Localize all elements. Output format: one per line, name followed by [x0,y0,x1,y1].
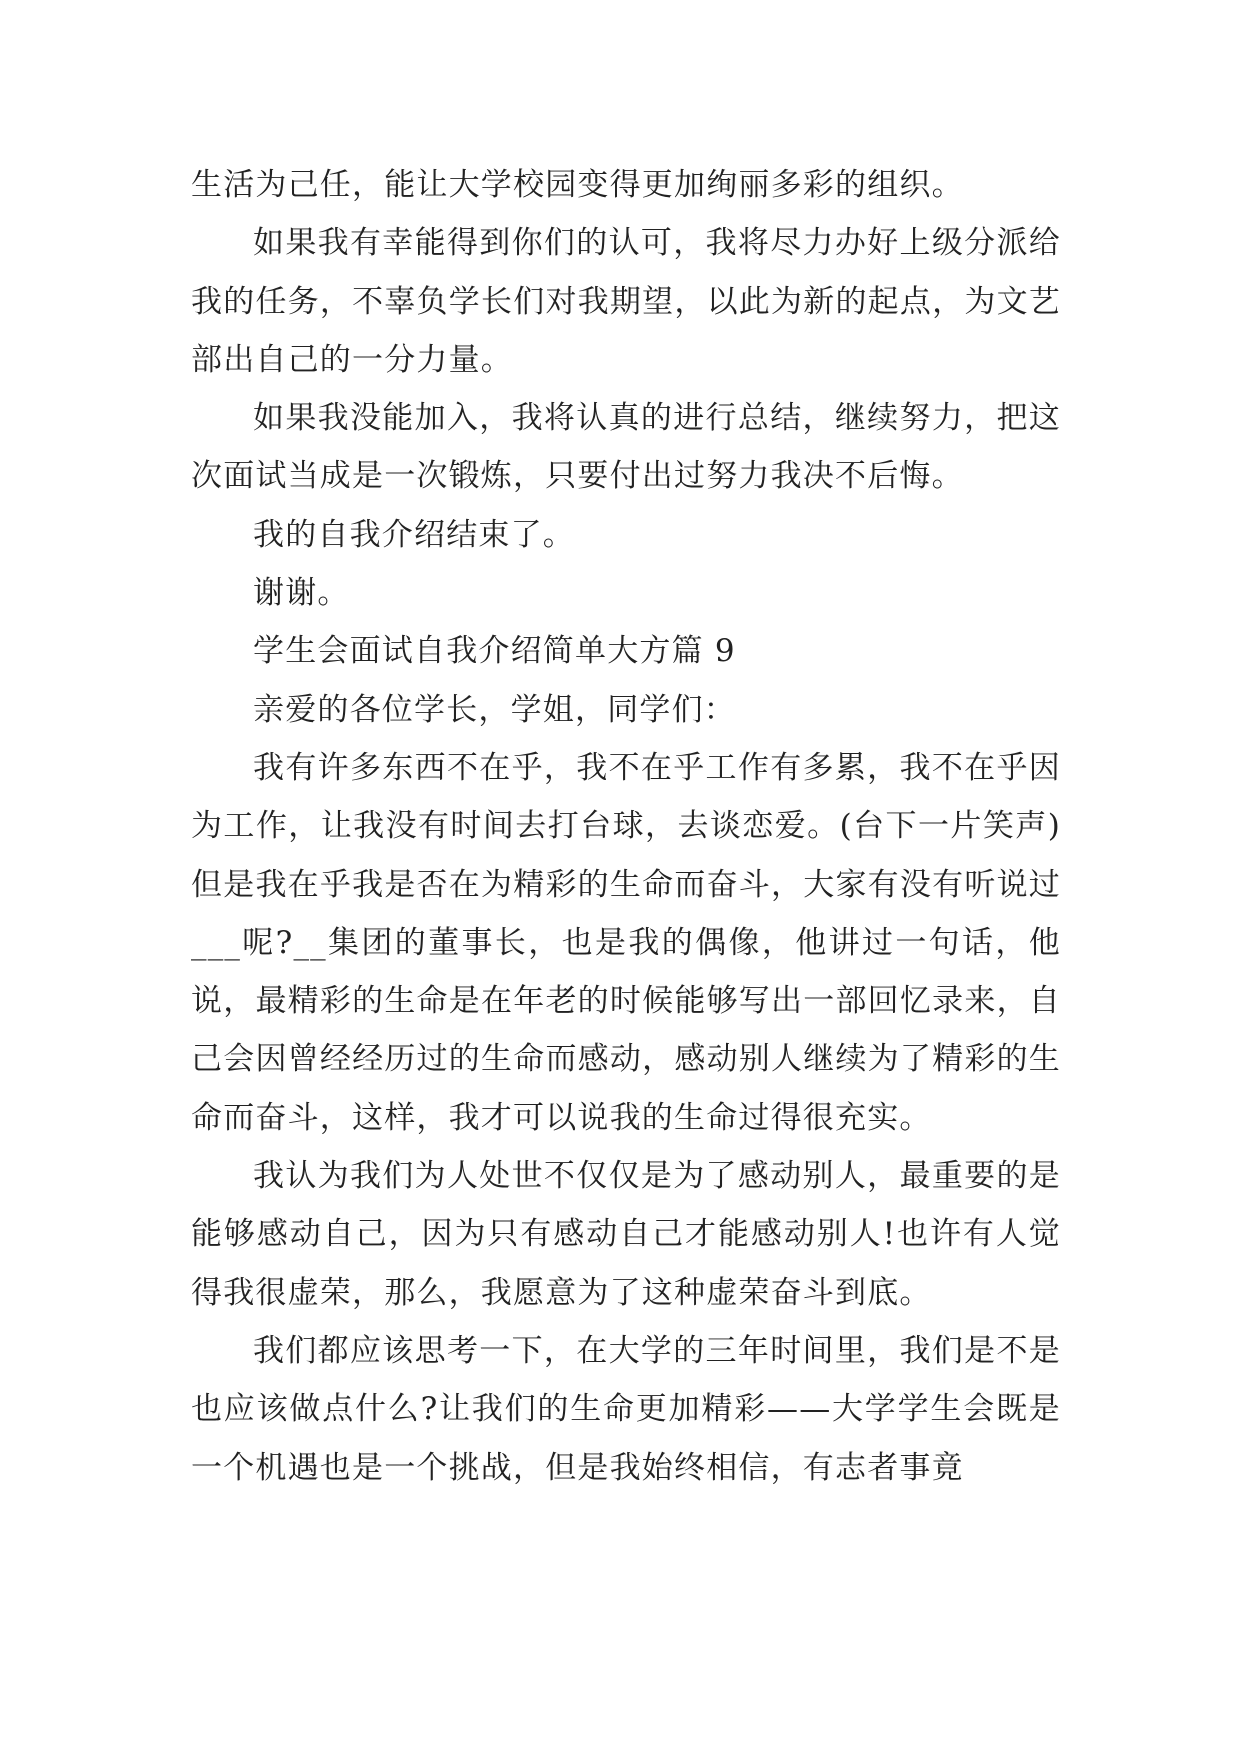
paragraph-not-joined: 如果我没能加入，我将认真的进行总结，继续努力，把这次面试当成是一次锻炼，只要付出过努力我决不后悔。 [191,400,1061,495]
paragraph-continuation: 生活为己任，能让大学校园变得更加绚丽多彩的组织。 [191,167,964,203]
paragraph-end-intro: 我的自我介绍结束了。 [253,516,575,553]
paragraph-greeting: 亲爱的各位学长，学姐，同学们： [253,691,736,728]
paragraph-thanks: 谢谢。 [253,575,350,612]
paragraph-recognition: 如果我有幸能得到你们的认可，我将尽力办好上级分派给我的任务，不辜负学长们对我期望，以此为新的起点，为文艺部出自己的一分力量。 [191,225,1061,378]
document-body [191,156,1061,1497]
section-heading: 学生会面试自我介绍简单大方篇 9 [253,633,736,670]
paragraph-move-others: 我认为我们为人处世不仅仅是为了感动别人，最重要的是能够感动自己，因为只有感动自己才能感动别人!也许有人觉得我很虚荣，那么，我愿意为了这种虚荣奋斗到底。 [191,1158,1061,1311]
paragraph-dont-care: 我有许多东西不在乎，我不在乎工作有多累，我不在乎因为工作，让我没有时间去打台球，去谈恋爱。(台下一片笑声)但是我在乎我是否在为精彩的生命而奋斗，大家有没有听说过___呢?__集团的董事长，也是我的偶像，他讲过一句话，他说，最精彩的生命是在年老的时候能够写出一部回忆录来，自己会因曾经经历过的生命而感动，感动别人继续为了精彩的生命而奋斗，这样，我才可以说我的生命过得很充实。 [191,749,1061,1136]
paragraph-think: 我们都应该思考一下，在大学的三年时间里，我们是不是也应该做点什么?让我们的生命更加精彩——大学学生会既是一个机遇也是一个挑战，但是我始终相信，有志者事竟 [191,1332,1061,1486]
